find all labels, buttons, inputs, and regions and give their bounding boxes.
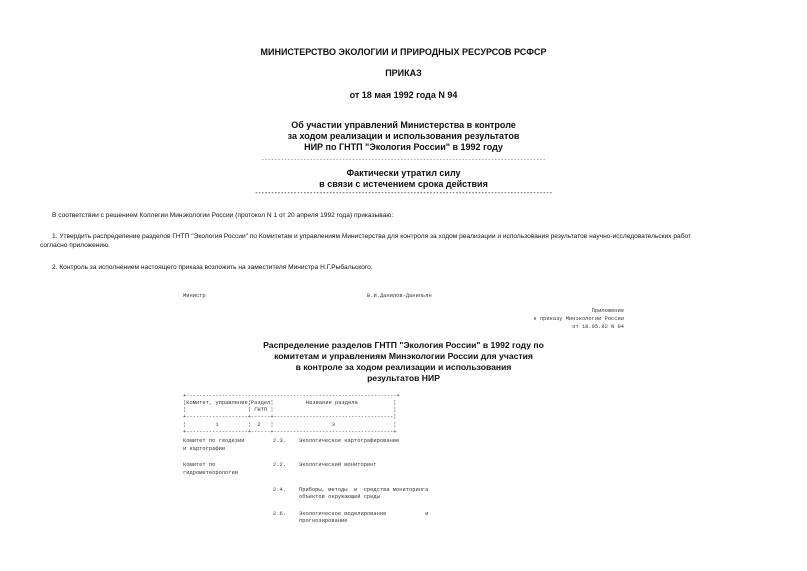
document-title-line-3: НИР по ГНТП "Экология России" в 1992 году <box>304 142 503 152</box>
appendix-title-line-4: результатов НИР <box>367 373 440 383</box>
section-cell: 2.4. <box>273 487 286 493</box>
table-separator: +-------------------+------+-------------------------------------¦ <box>183 414 397 420</box>
committee-cell: и картографии <box>183 446 226 452</box>
signature-position: Министр <box>183 293 206 299</box>
table-header-row: ¦Комитет, управление¦Раздел¦ Название раздела ¦ <box>183 400 397 406</box>
signature-name: В.И.Данилов-Данильян <box>367 293 432 299</box>
table-header-row-2: ¦ ¦ ГНТП ¦ ¦ <box>183 407 397 413</box>
section-name-cell: Экологический мониторинг <box>299 462 377 468</box>
section-cell: 2.3. <box>273 438 286 444</box>
status-rule-bottom: -------------------------------------------------------------------------------------------- <box>254 190 553 196</box>
appendix-title-line-2: комитетам и управлениям Минэкологии России для участия <box>274 351 533 361</box>
intro-paragraph: В соответствии с решением Коллегии Минэкологии России (протокол N 1 от 20 апреля 1992 года) приказываю: <box>52 212 394 219</box>
document-title-line-2: за ходом реализации и использования результатов <box>287 131 520 141</box>
committee-cell: Комитет по геодезии <box>183 438 245 444</box>
item-1-line-1: 1. Утвердить распределение разделов ГНТП "Экология России" по Комитетам и управлениям Министерства для контроля за ходом реализации и использования результатов научно-исследовательских работ <box>52 233 692 240</box>
table-column-numbers: ¦ 1 ¦ 2 ¦ 3 ¦ <box>183 422 397 428</box>
appendix-order-ref: к приказу Минэкологии России <box>533 316 624 322</box>
table-border-top: +-----------------------------------------------------------------+ <box>183 393 400 399</box>
appendix-label: Приложение <box>591 308 624 314</box>
status-rule-top: ---------------------------------------------------------------------------------------- <box>261 157 546 163</box>
section-name-cell: Экологическое моделирование и <box>299 511 429 517</box>
status-line-1: Фактически утратил силу <box>346 168 461 178</box>
committee-cell: гидрометеорологии <box>183 470 238 476</box>
section-name-cell: Приборы, методы и средства мониторинга <box>299 487 429 493</box>
section-name-cell: прогнозирование <box>299 518 348 524</box>
document-type: ПРИКАЗ <box>385 68 422 78</box>
appendix-title-line-3: в контроле за ходом реализации и использования <box>295 362 512 372</box>
section-name-cell: Экологическое картографирование <box>299 438 400 444</box>
ministry-heading: МИНИСТЕРСТВО ЭКОЛОГИИ И ПРИРОДНЫХ РЕСУРСОВ РСФСР <box>260 47 547 57</box>
table-border-bottom: +-------------------+------+-------------------------------------+ <box>183 429 397 435</box>
document-date: от 18 мая 1992 года N 94 <box>349 90 458 100</box>
section-cell: 2.6. <box>273 511 286 517</box>
status-line-2: в связи с истечением срока действия <box>319 179 488 189</box>
section-cell: 2.2. <box>273 462 286 468</box>
document-title-line-1: Об участии управлений Министерства в контроле <box>291 120 516 130</box>
appendix-title-line-1: Распределение разделов ГНТП "Экология России" в 1992 году по <box>263 340 544 350</box>
committee-cell: Комитет по <box>183 462 216 468</box>
item-2-paragraph: 2. Контроль за исполнением настоящего приказа возложить на заместителя Министра Н.Г.Рыбальского. <box>52 264 373 271</box>
section-name-cell: объектов окружающей среды <box>299 494 380 500</box>
appendix-order-date: от 18.05.92 N 94 <box>572 324 624 330</box>
item-1-line-2: согласно приложению. <box>40 242 110 249</box>
